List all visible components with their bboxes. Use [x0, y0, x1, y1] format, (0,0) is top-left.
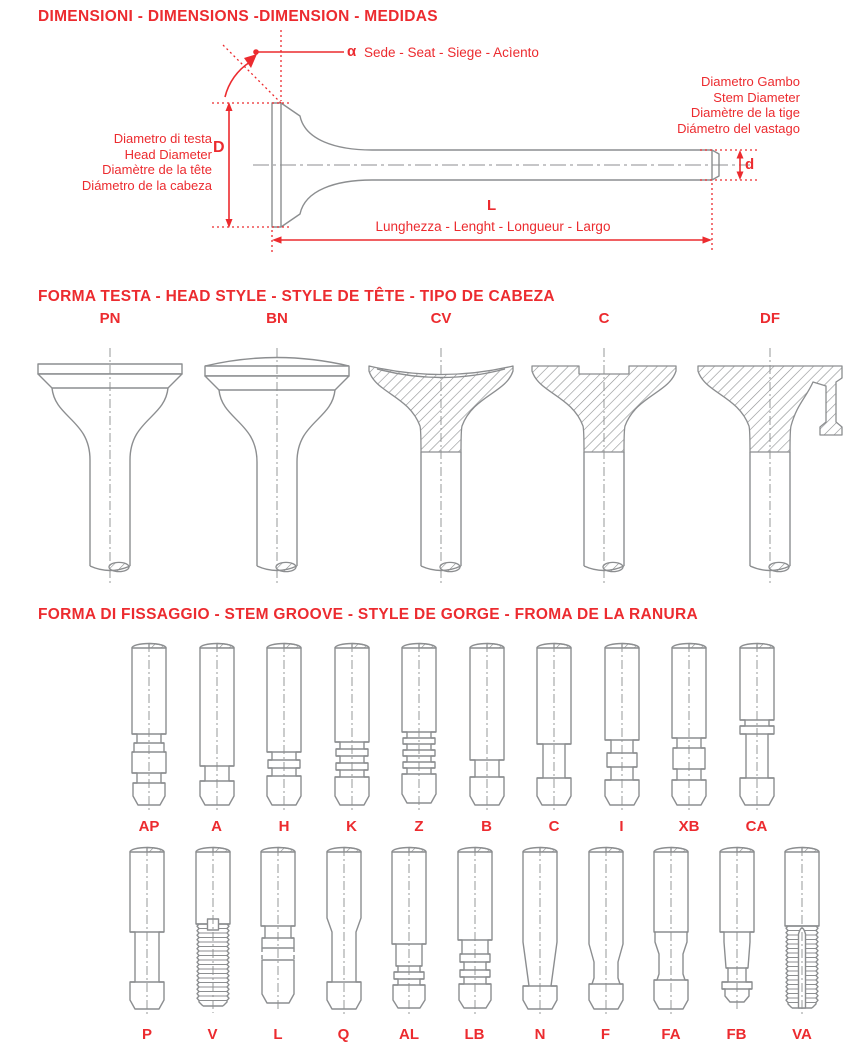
stem-groove-code-V: V [207, 1026, 218, 1043]
head-diameter-line-fr: Diamètre de la tête [102, 162, 212, 177]
length-label: Lunghezza - Lenght - Longueur - Largo [375, 219, 611, 234]
stem-diameter-line-it: Diametro Gambo [701, 74, 800, 89]
head-style-code-bn: BN [266, 310, 288, 327]
stem-groove-code-AL: AL [399, 1026, 419, 1043]
stem-groove-code-F: F [600, 1026, 611, 1043]
stem-groove-drawing-I [600, 642, 644, 814]
head-diameter-line-it: Diametro di testa [113, 131, 212, 146]
stem-groove-code-FA: FA [661, 1026, 681, 1043]
head-diameter-label [22, 131, 212, 193]
head-diameter-line-es: Diámetro de la cabeza [81, 177, 212, 193]
stem-groove-drawing-C [532, 642, 576, 814]
head-style-code-pn: PN [99, 310, 121, 327]
stem-groove-drawing-L [256, 846, 300, 1018]
head-style-code-c: C [598, 310, 610, 327]
stem-groove-drawing-XB [667, 642, 711, 814]
stem-groove-code-N: N [534, 1026, 546, 1043]
stem-groove-code-B: B [481, 818, 492, 835]
stem-groove-code-CA: CA [745, 818, 768, 835]
stem-groove-code-AP: AP [138, 818, 160, 835]
stem-groove-drawing-P [125, 846, 169, 1018]
stem-groove-drawing-N [518, 846, 562, 1018]
head-diameter-letter: D [213, 139, 225, 156]
stem-groove-drawing-F [584, 846, 628, 1018]
stem-groove-code-P: P [141, 1026, 152, 1043]
head-diameter-line-en: Head Diameter [124, 146, 212, 162]
stem-groove-drawing-V [191, 846, 235, 1018]
stem-diameter-label [600, 74, 800, 136]
stem-groove-drawing-Q [322, 846, 366, 1018]
stem-groove-code-LB: LB [464, 1026, 485, 1043]
stem-diameter-line-fr: Diamètre de la tige [690, 105, 800, 120]
head-style-drawing-c [519, 336, 689, 596]
stem-groove-code-A: A [211, 818, 222, 835]
stem-groove-code-I: I [619, 818, 624, 835]
stem-grooves-title: FORMA DI FISSAGGIO - STEM GROOVE - STYLE DE GORGE - FROMA DE LA RANURA [38, 606, 698, 623]
stem-groove-code-C: C [548, 818, 560, 835]
stem-diameter-letter: d [745, 156, 755, 173]
stem-groove-code-XB: XB [678, 818, 700, 835]
stem-groove-drawing-LB [453, 846, 497, 1018]
stem-groove-drawing-K [330, 642, 374, 814]
head-styles-title: FORMA TESTA - HEAD STYLE - STYLE DE TÊTE - TIPO DE CABEZA [38, 288, 555, 305]
head-style-drawing-cv [356, 336, 526, 596]
stem-groove-code-Q: Q [337, 1026, 350, 1043]
stem-diameter-line-es: Diámetro del vastago [677, 120, 800, 136]
stem-groove-code-L: L [273, 1026, 283, 1043]
head-style-drawing-df [685, 336, 855, 596]
stem-groove-code-K: K [346, 818, 357, 835]
stem-groove-drawing-FA [649, 846, 693, 1018]
head-style-drawing-bn [192, 336, 362, 596]
stem-groove-code-H: H [278, 818, 290, 835]
length-letter: L [487, 197, 497, 214]
stem-groove-drawing-VA [780, 846, 824, 1018]
head-style-code-df: DF [760, 310, 780, 327]
alpha-symbol: α [347, 43, 357, 60]
head-style-drawing-pn [25, 336, 195, 596]
head-style-code-cv: CV [430, 310, 452, 327]
stem-groove-drawing-A [195, 642, 239, 814]
stem-groove-drawing-AP [127, 642, 171, 814]
seat-label: Sede - Seat - Siege - Acìento [364, 45, 539, 60]
dimensions-title: DIMENSIONI - DIMENSIONS -DIMENSION - MEDIDAS [38, 8, 438, 25]
stem-groove-code-FB: FB [726, 1026, 747, 1043]
stem-groove-drawing-CA [735, 642, 779, 814]
stem-groove-code-Z: Z [414, 818, 424, 835]
stem-groove-drawing-FB [715, 846, 759, 1018]
stem-diameter-line-en: Stem Diameter [713, 89, 800, 105]
stem-groove-drawing-AL [387, 846, 431, 1018]
stem-groove-drawing-H [262, 642, 306, 814]
stem-groove-drawing-Z [397, 642, 441, 814]
stem-groove-code-VA: VA [792, 1026, 812, 1043]
stem-groove-drawing-B [465, 642, 509, 814]
